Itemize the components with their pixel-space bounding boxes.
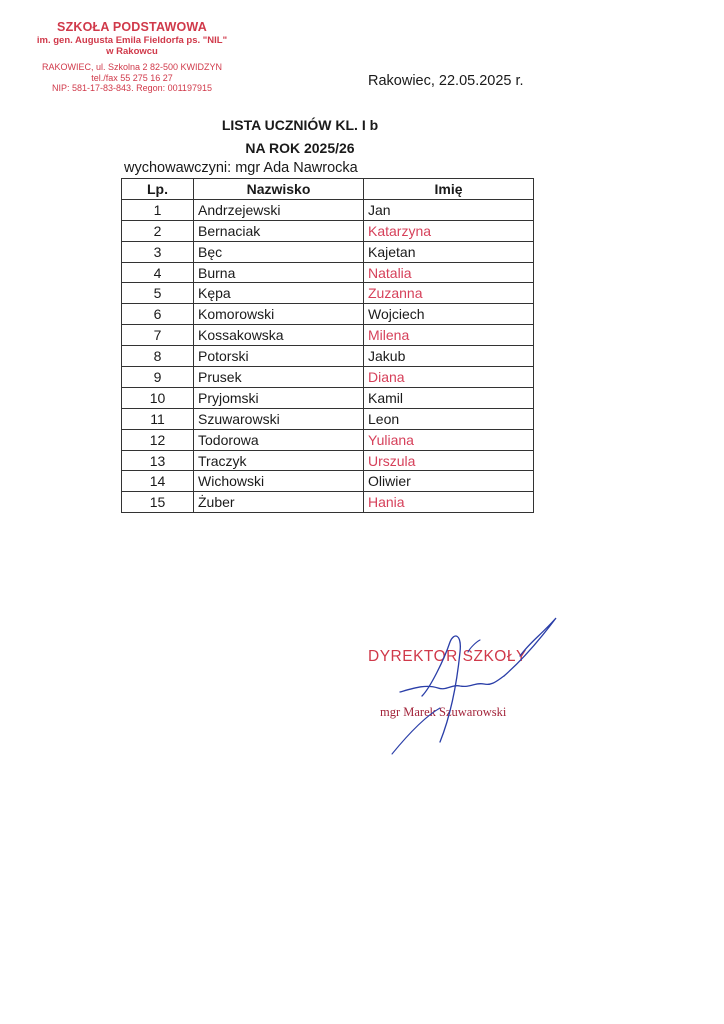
table-row <box>122 346 534 367</box>
row-lp: 5 <box>122 283 194 304</box>
row-lp: 2 <box>122 220 194 241</box>
row-name: Natalia <box>364 262 534 283</box>
row-name: Urszula <box>364 450 534 471</box>
row-lp: 3 <box>122 241 194 262</box>
row-surname: Andrzejewski <box>194 199 364 220</box>
table-row <box>122 325 534 346</box>
row-lp: 9 <box>122 367 194 388</box>
row-lp: 13 <box>122 450 194 471</box>
director-signature <box>380 612 570 762</box>
row-lp: 4 <box>122 262 194 283</box>
table-row <box>122 471 534 492</box>
table-row <box>122 367 534 388</box>
row-surname: Kępa <box>194 283 364 304</box>
table-row <box>122 450 534 471</box>
student-table <box>121 178 534 513</box>
school-name: SZKOŁA PODSTAWOWA <box>57 20 207 34</box>
row-name: Wojciech <box>364 304 534 325</box>
table-header-row <box>122 179 534 200</box>
row-lp: 11 <box>122 408 194 429</box>
table-row <box>122 283 534 304</box>
row-lp: 10 <box>122 387 194 408</box>
row-lp: 14 <box>122 471 194 492</box>
row-name: Jakub <box>364 346 534 367</box>
row-surname: Traczyk <box>194 450 364 471</box>
table-row <box>122 429 534 450</box>
table-row <box>122 241 534 262</box>
row-surname: Żuber <box>194 492 364 513</box>
table-row <box>122 387 534 408</box>
row-surname: Bęc <box>194 241 364 262</box>
row-name: Yuliana <box>364 429 534 450</box>
row-surname: Pryjomski <box>194 387 364 408</box>
row-lp: 7 <box>122 325 194 346</box>
row-lp: 1 <box>122 199 194 220</box>
header-surname: Nazwisko <box>194 179 364 200</box>
table-row <box>122 408 534 429</box>
director-stamp-name: mgr Marek Szuwarowski <box>380 705 507 719</box>
row-name: Zuzanna <box>364 283 534 304</box>
document-date: Rakowiec, 22.05.2025 r. <box>368 73 524 89</box>
table-row <box>122 304 534 325</box>
school-stamp <box>22 20 242 94</box>
row-surname: Komorowski <box>194 304 364 325</box>
header-name: Imię <box>364 179 534 200</box>
table-row <box>122 262 534 283</box>
table-row <box>122 492 534 513</box>
row-surname: Kossakowska <box>194 325 364 346</box>
row-surname: Wichowski <box>194 471 364 492</box>
row-lp: 12 <box>122 429 194 450</box>
row-name: Hania <box>364 492 534 513</box>
school-address: RAKOWIEC, ul. Szkolna 2 82-500 KWIDZYN <box>41 61 223 72</box>
row-lp: 15 <box>122 492 194 513</box>
school-town: w Rakowcu <box>106 46 158 58</box>
row-name: Leon <box>364 408 534 429</box>
school-patron: im. gen. Augusta Emila Fieldorfa ps. "NIL" <box>36 35 228 46</box>
table-row <box>122 220 534 241</box>
row-name: Kajetan <box>364 241 534 262</box>
row-name: Jan <box>364 199 534 220</box>
row-surname: Szuwarowski <box>194 408 364 429</box>
header-lp: Lp. <box>122 179 194 200</box>
row-name: Katarzyna <box>364 220 534 241</box>
document-subtitle: NA ROK 2025/26 <box>245 140 355 156</box>
director-stamp-title: DYREKTOR SZKOŁY <box>368 648 527 665</box>
row-name: Diana <box>364 367 534 388</box>
school-ids: NIP: 581-17-83-843. Regon: 001197915 <box>52 83 212 94</box>
row-name: Kamil <box>364 387 534 408</box>
row-surname: Todorowa <box>194 429 364 450</box>
school-phone: tel./fax 55 275 16 27 <box>91 72 173 83</box>
row-name: Oliwier <box>364 471 534 492</box>
row-name: Milena <box>364 325 534 346</box>
row-surname: Burna <box>194 262 364 283</box>
row-surname: Prusek <box>194 367 364 388</box>
row-lp: 6 <box>122 304 194 325</box>
row-surname: Potorski <box>194 346 364 367</box>
document-title: LISTA UCZNIÓW KL. I b <box>221 117 379 133</box>
class-teacher: wychowawczyni: mgr Ada Nawrocka <box>124 160 358 176</box>
row-lp: 8 <box>122 346 194 367</box>
table-row <box>122 199 534 220</box>
row-surname: Bernaciak <box>194 220 364 241</box>
